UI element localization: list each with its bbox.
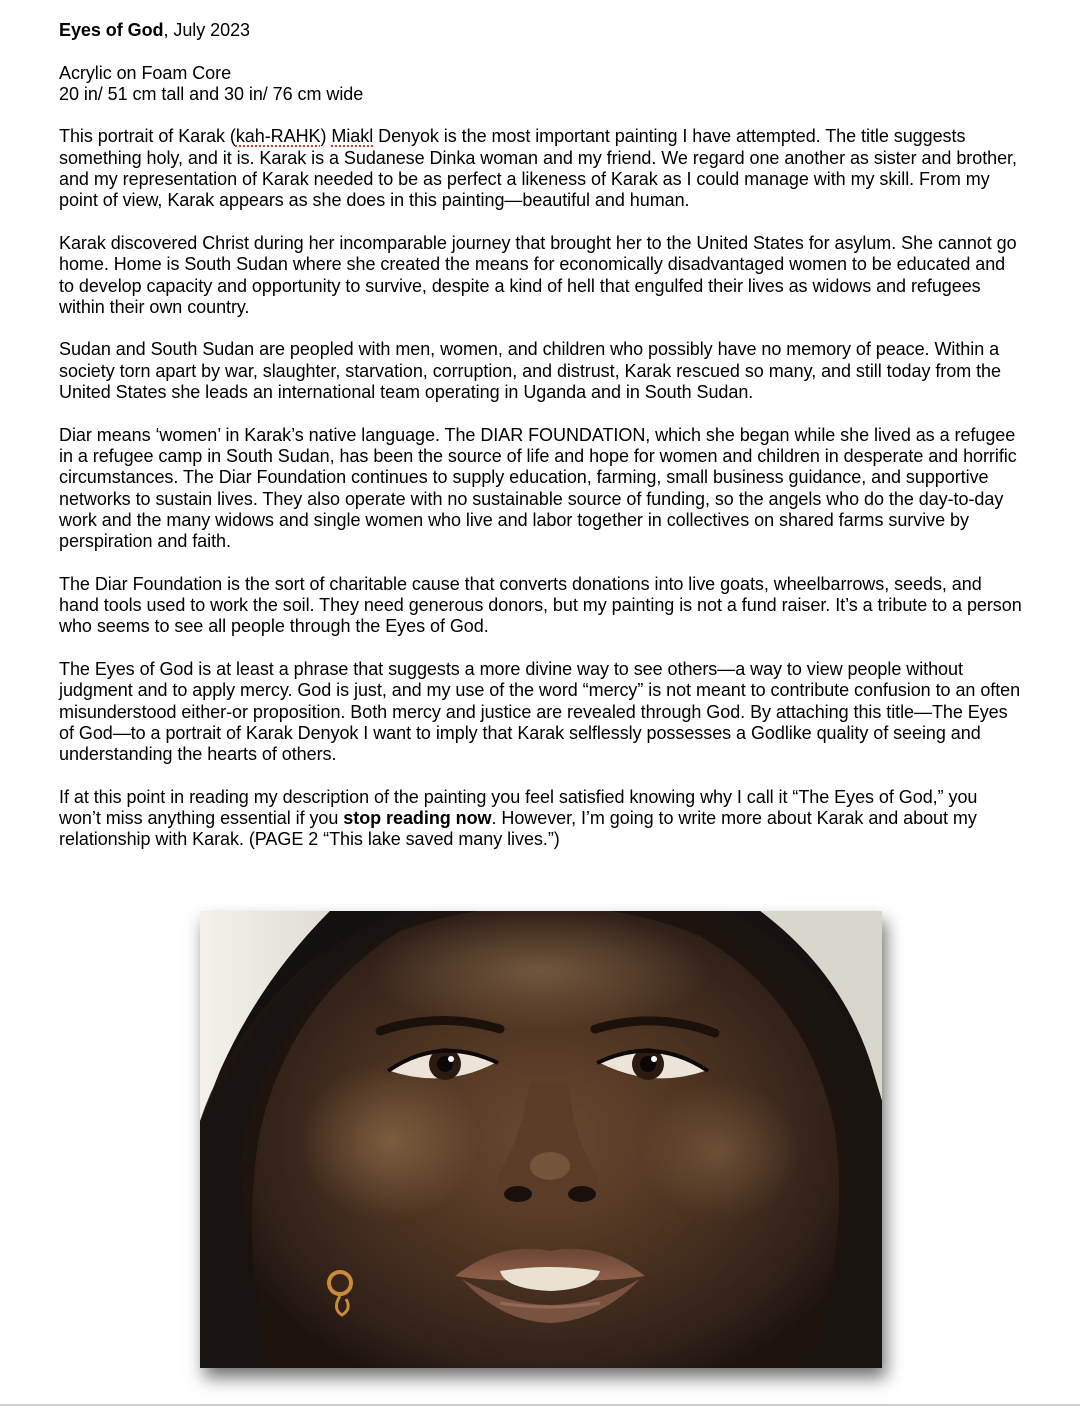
paragraph-journey: Karak discovered Christ during her incomparable journey that brought her to the United States for asylum. She cannot go home. Home is South Sudan where she created the means for economically disadvantaged women to be educated and to develop capacity and opportunity to survive, despite a kind of hell that engulfed their lives as widows and refugees within their own country.	[59, 232, 1017, 317]
document-title	[59, 20, 1024, 41]
p7-text-a: If at this point in reading my description of the painting you feel satisfied knowing why I call it “The Eyes of God,” you won’t miss anything essential if you	[59, 786, 978, 828]
p1-text-b: )	[320, 126, 332, 147]
portrait-painting-image	[200, 911, 882, 1368]
paragraph-diar-foundation: Diar means ‘women’ in Karak’s native language. The DIAR FOUNDATION, which she began while she lived as a refugee in a refugee camp in South Sudan, has been the source of life and hope for women and children in desperate and horrific circumstances. The Diar Foundation continues to supply education, farming, small business guidance, and supportive networks to sustain lives. They also operate with no sustainable source of funding, so the angels who do the day-to-day work and the many widows and single women who live and labor together in collectives on shared farms survive by perspiration and faith.	[59, 424, 1017, 552]
paragraph-eyes-of-god: The Eyes of God is at least a phrase that suggests a more divine way to see others—a way to view people without judgment and to apply mercy. God is just, and my use of the word “mercy” is not meant to contribute confusion to an often misunderstood either-or proposition. Both mercy and justice are revealed through God. By attaching this title—The Eyes of God—to a portrait of Karak Denyok I want to imply that Karak selflessly possesses a Godlike quality of seeing and understanding the hearts of others.	[59, 658, 1021, 765]
paragraph-charitable-cause: The Diar Foundation is the sort of charitable cause that converts donations into live goats, wheelbarrows, seeds, and hand tools used to work the soil. They need generous donors, but my painting is not a fund raiser. It’s a tribute to a person who seems to see all people through the Eyes of God.	[59, 573, 1022, 637]
document-page	[59, 20, 1024, 872]
title-date: , July 2023	[163, 20, 250, 40]
p1-text-a: This portrait of Karak (	[59, 126, 236, 147]
paragraph-intro	[59, 126, 1024, 211]
title-bold: Eyes of God	[59, 20, 164, 40]
spellcheck-word-pronunciation[interactable]: kah-RAHK	[235, 126, 321, 147]
page-bottom-divider	[0, 1404, 1080, 1406]
painting-svg	[200, 911, 882, 1368]
paragraph-stop-reading	[59, 787, 1024, 851]
medium-line: Acrylic on Foam Core	[59, 62, 232, 83]
stop-reading-bold: stop reading now	[343, 807, 492, 828]
p7-text-b: . However, I’m going to write more about Karak and about my relationship with Karak. (PAGE 2 “This lake saved many lives.”)	[59, 807, 977, 850]
dimensions-line: 20 in/ 51 cm tall and 30 in/ 76 cm wide	[59, 83, 364, 104]
paragraph-sudan: Sudan and South Sudan are peopled with men, women, and children who possibly have no memory of peace. Within a society torn apart by war, slaughter, starvation, corruption, and distrust, Karak rescued so many, and still today from the United States she leads an international team operating in Uganda and in South Sudan.	[59, 339, 1001, 403]
spellcheck-word-middle-name[interactable]: Miakl	[331, 126, 374, 147]
p1-text-c: Denyok is the most important painting I have attempted. The title suggests something holy, and it is. Karak is a Sudanese Dinka woman and my friend. We regard one another as sister and brother, and my representation of Karak needed to be as perfect a likeness of Karak as I could manage with my skill. From my point of view, Karak appears as she does in this painting—beautiful and human.	[59, 126, 1017, 211]
